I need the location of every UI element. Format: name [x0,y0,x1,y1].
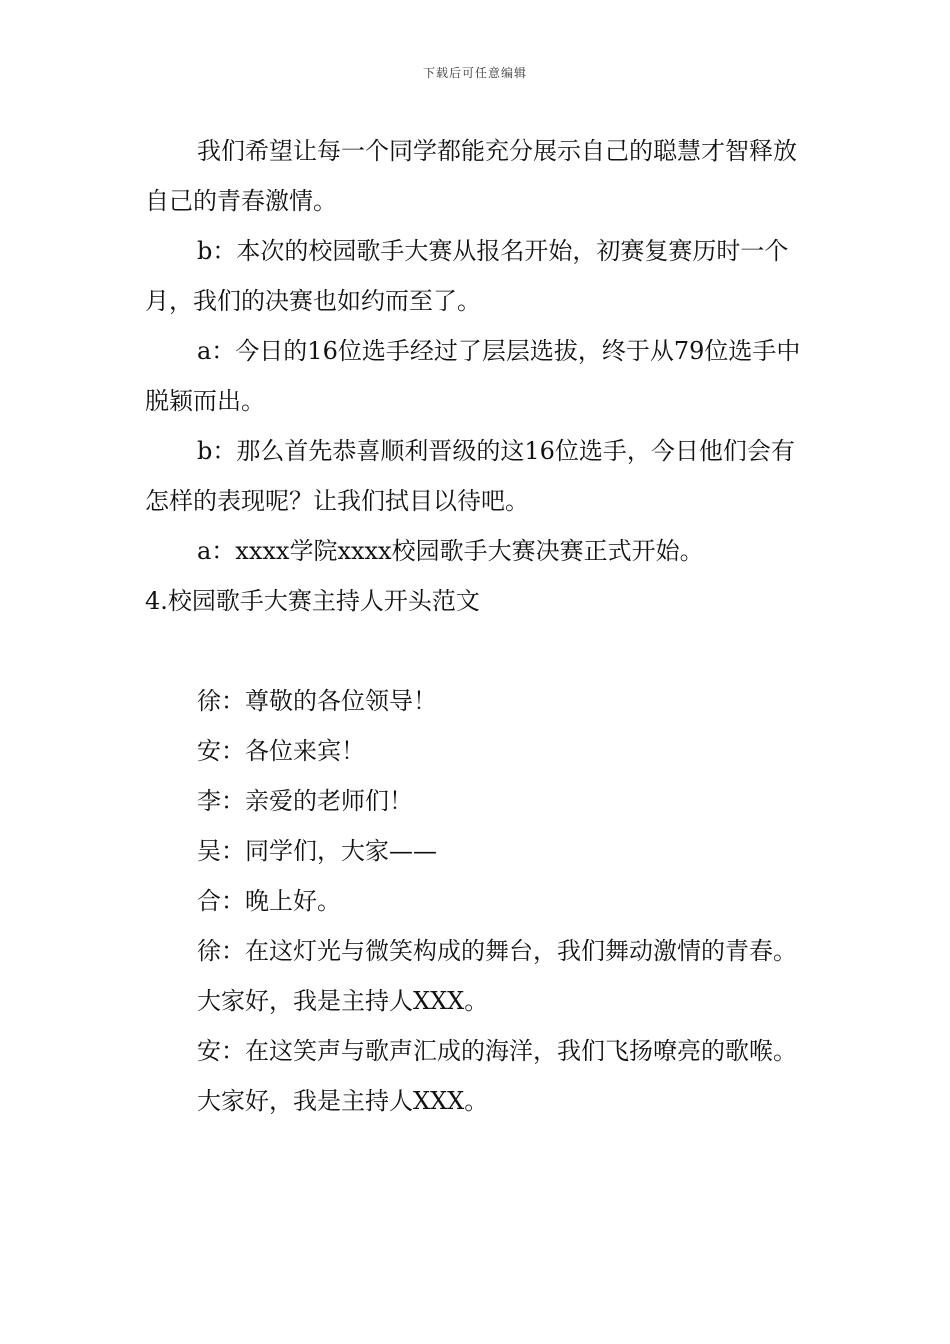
paragraph: 我们希望让每一个同学都能充分展示自己的聪慧才智释放自己的青春激情。 [145,137,797,215]
section-heading: 4.校园歌手大赛主持人开头范文 [145,587,480,615]
paragraph: 合：晚上好。 [197,887,341,915]
paragraph: 李：亲爱的老师们！ [197,787,413,815]
paragraph: 安：各位来宾！ [197,737,365,765]
page-header-note: 下载后可任意编辑 [422,66,527,80]
blank-line [145,626,807,676]
paragraph: a：今日的16位选手经过了层层选拔，终于从79位选手中脱颖而出。 [145,337,801,415]
paragraph: 大家好，我是主持人XXX。 [197,987,489,1015]
paragraph: 吴：同学们，大家—— [197,837,437,865]
paragraph: b：那么首先恭喜顺利晋级的这16位选手，今日他们会有怎样的表现呢？让我们拭目以待吧。 [145,437,795,515]
paragraph: 徐：在这灯光与微笑构成的舞台，我们舞动激情的青春。 [197,937,797,965]
paragraph: 安：在这笑声与歌声汇成的海洋，我们飞扬嘹亮的歌喉。 [197,1037,797,1065]
paragraph: b：本次的校园歌手大赛从报名开始，初赛复赛历时一个月，我们的决赛也如约而至了。 [145,237,789,315]
paragraph: 徐：尊敬的各位领导！ [197,687,437,715]
paragraph: 大家好，我是主持人XXX。 [197,1087,489,1115]
paragraph: a：xxxx学院xxxx校园歌手大赛决赛正式开始。 [197,537,704,565]
document-body [145,126,807,1126]
